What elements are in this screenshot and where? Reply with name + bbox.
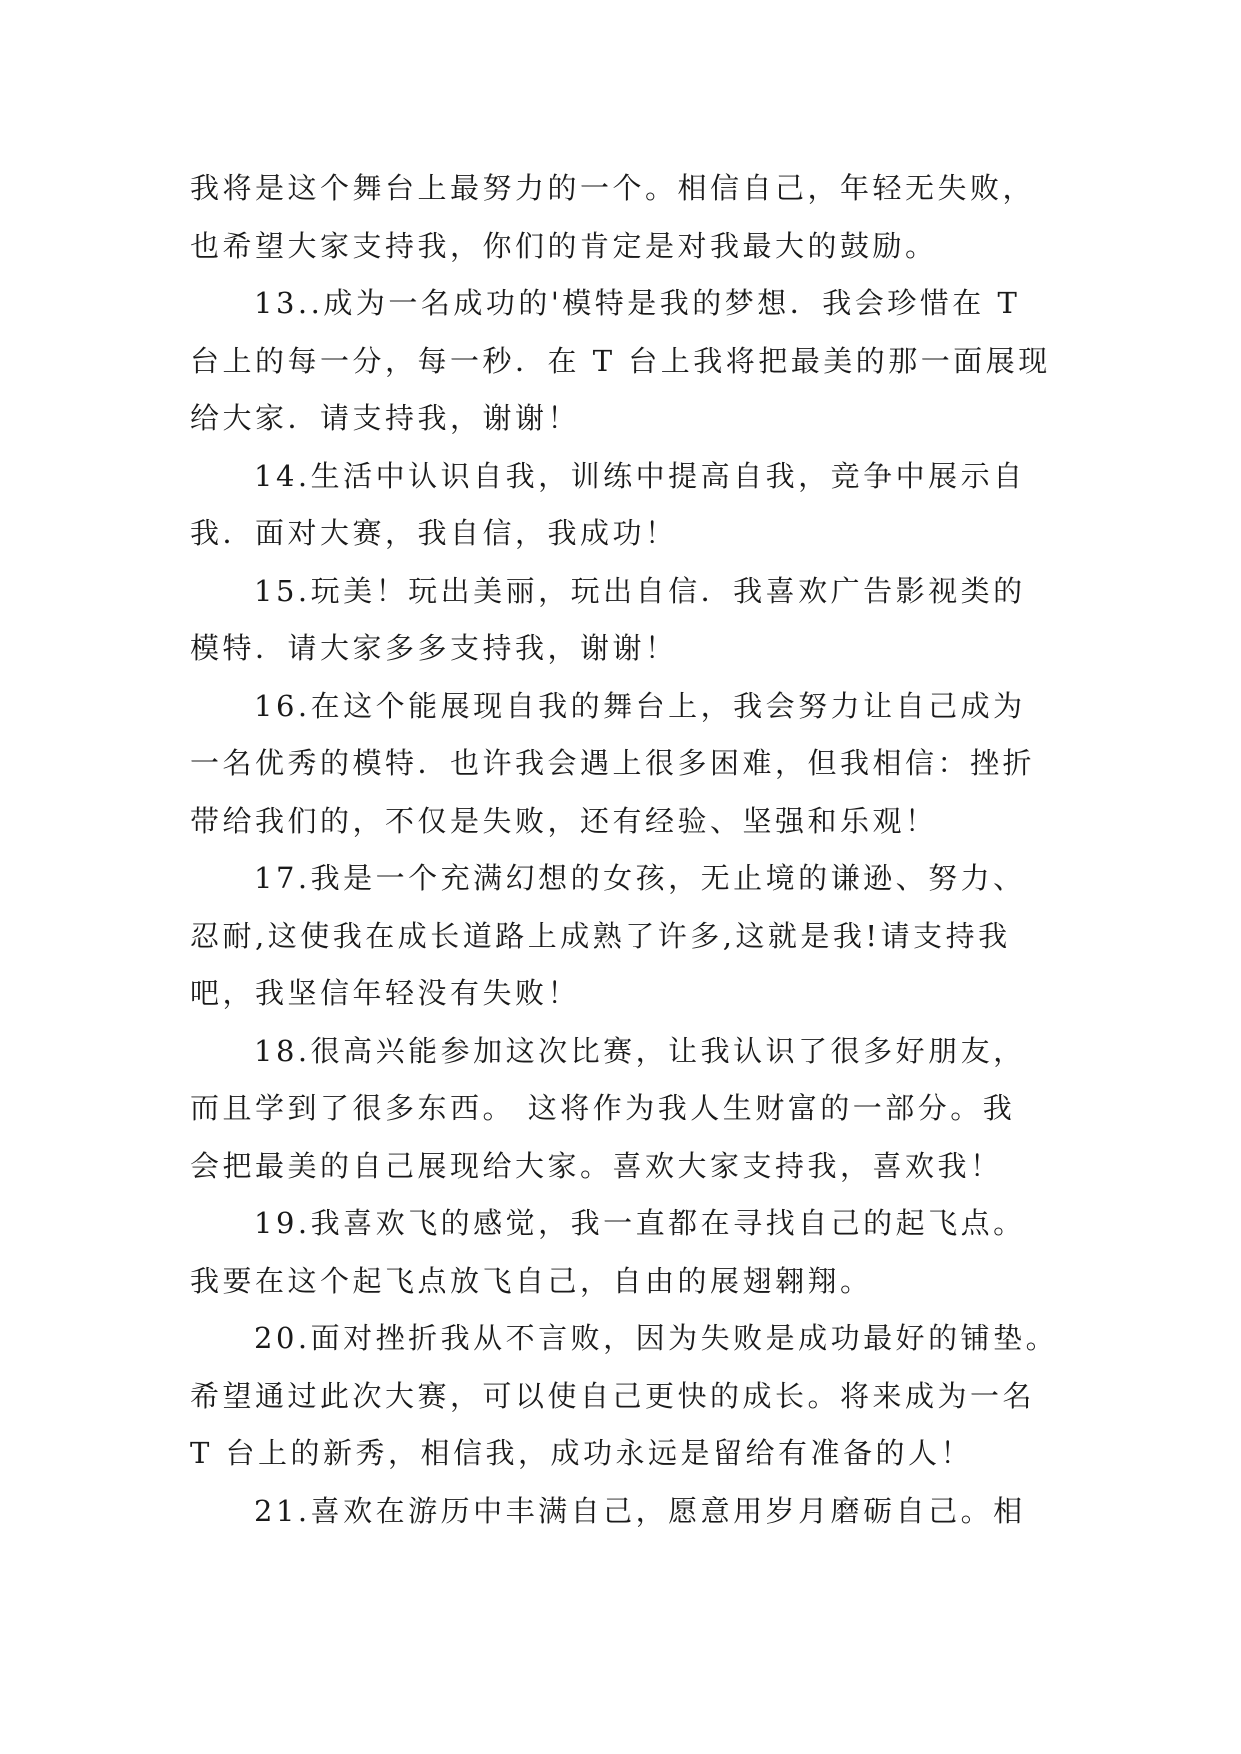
text-line: 模特．请大家多多支持我，谢谢！ xyxy=(190,631,678,665)
text-line: 18.很高兴能参加这次比赛，让我认识了很多好朋友， xyxy=(254,1033,1026,1068)
text-line: 20.面对挫折我从不言败，因为失败是成功最好的铺垫。 xyxy=(254,1321,1059,1355)
text-line: 也希望大家支持我，你们的肯定是对我最大的鼓励。 xyxy=(190,228,938,263)
text-line: 17.我是一个充满幻想的女孩，无止境的谦逊、努力、 xyxy=(254,861,1026,895)
text-line: 我将是这个舞台上最努力的一个。相信自己，年轻无失败， xyxy=(190,171,1036,205)
document-body xyxy=(190,160,1070,1540)
text-line: 忍耐,这使我在成长道路上成熟了许多,这就是我!请支持我 xyxy=(190,918,1011,953)
text-line: 一名优秀的模特．也许我会遇上很多困难，但我相信：挫折 xyxy=(190,746,1036,780)
text-line: 给大家．请支持我，谢谢！ xyxy=(190,401,581,435)
text-line: 吧，我坚信年轻没有失败！ xyxy=(190,976,581,1010)
text-line: 会把最美的自己展现给大家。喜欢大家支持我，喜欢我！ xyxy=(190,1148,1003,1183)
text-line: T 台上的新秀，相信我，成功永远是留给有准备的人！ xyxy=(190,1436,974,1470)
text-line: 我要在这个起飞点放飞自己，自由的展翅翱翔。 xyxy=(190,1263,873,1298)
text-line: 13..成为一名成功的'模特是我的梦想．我会珍惜在 T xyxy=(254,286,1021,320)
text-line: 台上的每一分，每一秒．在 T 台上我将把最美的那一面展现 xyxy=(190,343,1051,378)
text-line: 15.玩美！玩出美丽，玩出自信．我喜欢广告影视类的 xyxy=(254,573,1026,608)
text-line: 21.喜欢在游历中丰满自己，愿意用岁月磨砺自己。相 xyxy=(254,1493,1026,1528)
text-line: 14.生活中认识自我，训练中提高自我，竞争中展示自 xyxy=(254,458,1026,493)
text-line: 而且学到了很多东西。 这将作为我人生财富的一部分。我 xyxy=(190,1091,1016,1125)
text-line: 带给我们的，不仅是失败，还有经验、坚强和乐观！ xyxy=(190,803,938,838)
text-line: 19.我喜欢飞的感觉，我一直都在寻找自己的起飞点。 xyxy=(254,1206,1026,1240)
text-line: 我．面对大赛，我自信，我成功！ xyxy=(190,516,678,550)
text-line: 希望通过此次大赛，可以使自己更快的成长。将来成为一名 xyxy=(190,1378,1036,1413)
text-line: 16.在这个能展现自我的舞台上，我会努力让自己成为 xyxy=(254,688,1026,723)
